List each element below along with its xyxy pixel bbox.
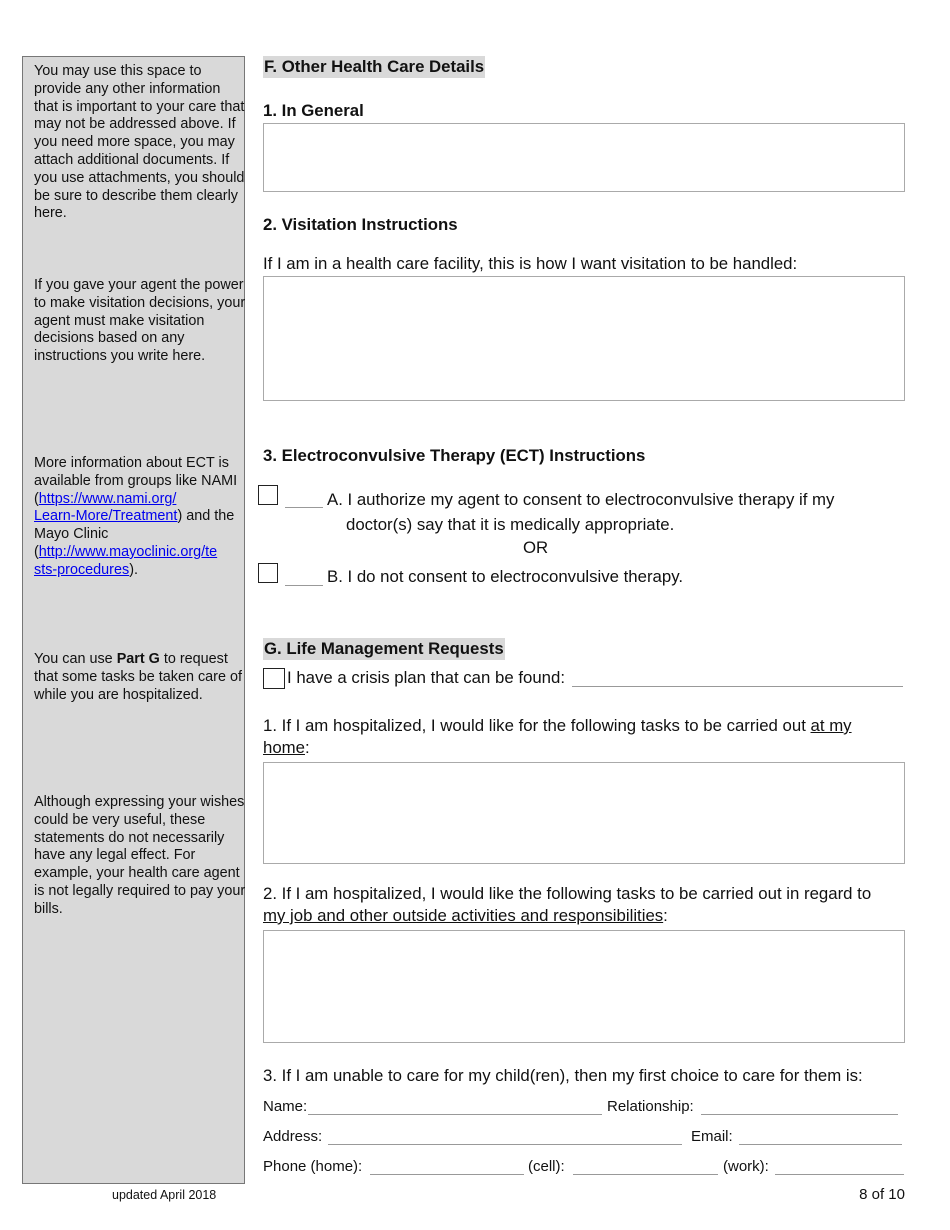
sidebar-note-visitation: If you gave your agent the power to make visitation decisions, your agent must make visitation decisions based on any instructions you write here. — [34, 277, 246, 365]
job-tasks-textbox[interactable] — [263, 930, 905, 1043]
caregiver-phone-home-label: Phone (home): — [263, 1158, 363, 1175]
caregiver-address-label: Address: — [263, 1128, 323, 1145]
caregiver-relationship-field[interactable] — [701, 1114, 898, 1115]
home-tasks-prompt: 1. If I am hospitalized, I would like for the following tasks to be carried out at my home: — [263, 716, 852, 757]
visitation-heading: 2. Visitation Instructions — [263, 215, 458, 234]
home-tasks-textbox[interactable] — [263, 762, 905, 864]
mayo-clinic-link[interactable]: http://www.mayoclinic.org/te sts-procedures — [34, 543, 218, 578]
ect-option-a-text-cont: doctor(s) say that it is medically appropriate. — [346, 515, 675, 534]
section-f-title: F. Other Health Care Details — [264, 57, 485, 76]
caregiver-phone-home-field[interactable] — [370, 1174, 524, 1175]
sidebar-note-legal-effect: Although expressing your wishes could be very useful, these statements do not necessarily have any legal effect. For example, your health care agent is not legally required to pay your bills. — [34, 794, 246, 917]
caregiver-name-field[interactable] — [308, 1114, 602, 1115]
in-general-textbox[interactable] — [263, 123, 905, 192]
ect-option-a-checkbox[interactable] — [258, 485, 278, 505]
ect-or-label: OR — [523, 538, 549, 557]
ect-option-a-text: A. I authorize my agent to consent to electroconvulsive therapy if my — [327, 490, 835, 509]
caregiver-work-field[interactable] — [775, 1174, 904, 1175]
sidebar-note-other-info: You may use this space to provide any other information that is important to your care that may not be addressed above. If you need more space, you may attach additional documents. If you use attachments, you should be sure to describe them clearly here. — [34, 63, 245, 222]
ect-option-b-checkbox[interactable] — [258, 563, 278, 583]
section-g-title: G. Life Management Requests — [264, 639, 504, 658]
crisis-plan-location-line[interactable] — [572, 686, 903, 687]
nami-link[interactable]: https://www.nami.org/ Learn-More/Treatment — [34, 490, 178, 525]
caregiver-address-field[interactable] — [328, 1144, 682, 1145]
ect-heading: 3. Electroconvulsive Therapy (ECT) Instructions — [263, 446, 646, 465]
sidebar-note-part-g: You can use Part G to request that some tasks be taken care of while you are hospitalized. — [34, 651, 242, 703]
caregiver-relationship-label: Relationship: — [607, 1098, 694, 1115]
visitation-prompt: If I am in a health care facility, this is how I want visitation to be handled: — [263, 254, 798, 273]
in-general-heading: 1. In General — [263, 101, 364, 120]
ect-option-b-initial-line[interactable] — [285, 585, 323, 586]
sidebar-panel — [22, 56, 245, 1184]
visitation-textbox[interactable] — [263, 276, 905, 401]
caregiver-name-label: Name: — [263, 1098, 308, 1115]
caregiver-email-label: Email: — [691, 1128, 733, 1145]
children-care-prompt: 3. If I am unable to care for my child(ren), then my first choice to care for them is: — [263, 1066, 863, 1085]
sidebar-note-ect: More information about ECT is available from groups like NAMI (https://www.nami.org/ Learn-More/Treatment) and the Mayo Clinic (http://www.mayoclinic.org/te sts-procedures). — [34, 455, 238, 578]
caregiver-cell-field[interactable] — [573, 1174, 718, 1175]
crisis-plan-text: I have a crisis plan that can be found: — [287, 668, 565, 687]
caregiver-work-label: (work): — [723, 1158, 769, 1175]
crisis-plan-checkbox[interactable] — [263, 668, 285, 689]
job-tasks-prompt: 2. If I am hospitalized, I would like the following tasks to be carried out in regard to my job and other outside activities and responsibilities: — [263, 884, 872, 925]
ect-option-a-initial-line[interactable] — [285, 507, 323, 508]
caregiver-cell-label: (cell): — [528, 1158, 565, 1175]
page-number: 8 of 10 — [859, 1186, 905, 1203]
caregiver-email-field[interactable] — [739, 1144, 902, 1145]
ect-option-b-text: B. I do not consent to electroconvulsive therapy. — [327, 567, 684, 586]
updated-date: updated April 2018 — [112, 1188, 217, 1202]
